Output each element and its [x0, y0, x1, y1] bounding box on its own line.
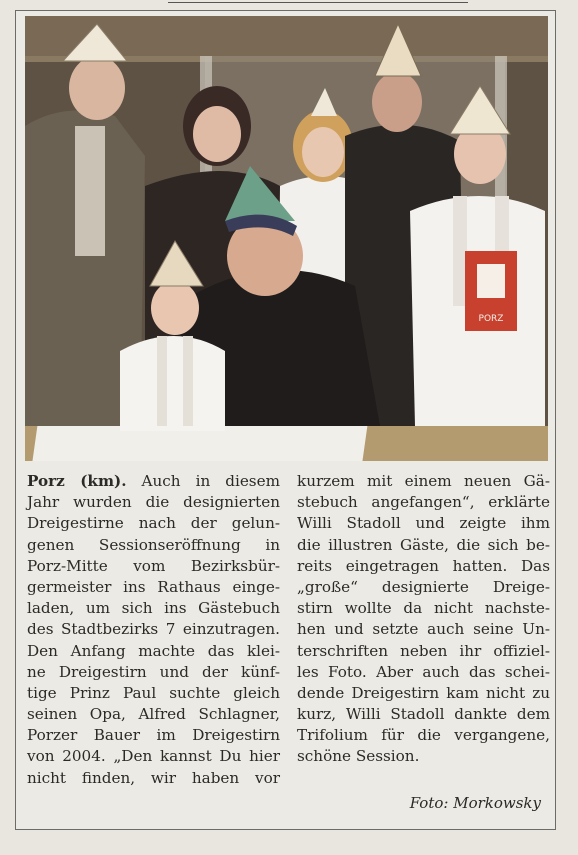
text-line: laden, um sich ins Gästebuch: [27, 599, 280, 618]
text-line: Den Anfang machte das klei-: [27, 641, 280, 660]
text-line: reits eingetragen hatten. Das: [297, 556, 550, 575]
text-line: Dreigestirne nach der gelun-: [27, 514, 280, 533]
text-line: die illustren Gäste, die sich be-: [297, 535, 550, 554]
text-line: les Foto. Aber auch das schei-: [297, 662, 550, 681]
article-column-left: [27, 471, 280, 789]
article-body: [27, 471, 550, 812]
text-line: [27, 471, 280, 492]
article-column-right: [297, 471, 550, 768]
group-photo-illustration: [25, 16, 548, 461]
text-line: dende Dreigestirn kam nicht zu: [297, 683, 550, 702]
text-line: ne Dreigestirn und der künf-: [27, 662, 280, 681]
text-line: stirn wollte da nicht nachste-: [297, 599, 550, 618]
text-line: schöne Session.: [297, 747, 420, 766]
photo-credit: Foto: Morkowsky: [409, 794, 541, 812]
scarf-text: PORZ: [478, 314, 504, 324]
text-line: des Stadtbezirks 7 einzutragen.: [27, 620, 280, 639]
text-line: genen Sessionseröffnung in: [27, 535, 280, 554]
text-line: tige Prinz Paul suchte gleich: [27, 683, 280, 702]
text-line: Porzer Bauer im Dreigestirn: [27, 726, 280, 745]
text-line: seinen Opa, Alfred Schlagner,: [27, 705, 280, 724]
text-line: germeister ins Rathaus einge-: [27, 577, 280, 596]
text-line: hen und setzte auch seine Un-: [297, 620, 550, 639]
text-line: Jahr wurden die designierten: [27, 493, 280, 512]
text-line: stebuch angefangen“, erklärte: [297, 493, 550, 512]
text-line: von 2004. „Den kannst Du hier: [27, 747, 280, 766]
text-line: kurz, Willi Stadoll dankte dem: [297, 705, 550, 724]
newspaper-clipping: [15, 10, 556, 830]
text-line: Trifolium für die vergangene,: [297, 726, 550, 745]
text-line: Porz-Mitte vom Bezirksbür-: [27, 556, 280, 575]
text-line: kurzem mit einem neuen Gä-: [297, 472, 550, 490]
top-rule: [168, 2, 468, 3]
article-byline: Porz (km).: [27, 472, 127, 490]
text-line: Willi Stadoll und zeigte ihm: [297, 514, 550, 533]
text-line-content: Auch in diesem: [141, 472, 280, 490]
text-line: „große“ designierte Dreige-: [297, 577, 550, 596]
article-photo: [25, 16, 548, 461]
text-line: nicht finden, wir haben vor: [27, 768, 280, 787]
text-line: terschriften neben ihr offiziel-: [297, 641, 550, 660]
